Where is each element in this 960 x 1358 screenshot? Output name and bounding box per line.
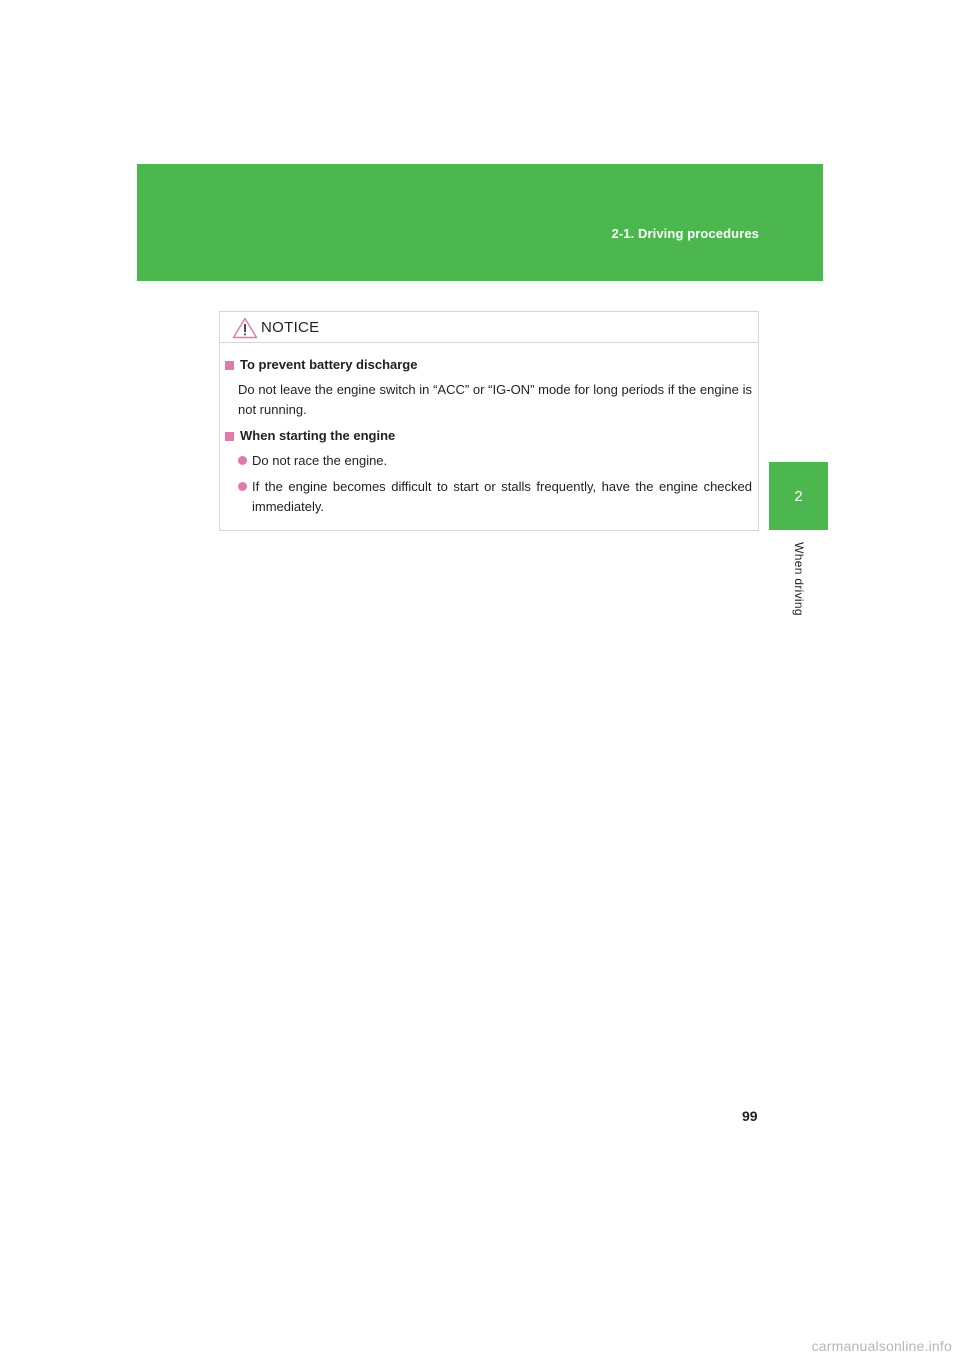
chapter-tab bbox=[769, 462, 828, 530]
section-heading-text: When starting the engine bbox=[240, 428, 396, 443]
chapter-number: 2 bbox=[794, 487, 803, 505]
square-bullet-icon bbox=[225, 432, 234, 441]
section-heading-text: To prevent battery discharge bbox=[240, 357, 418, 372]
list-item-text: If the engine becomes difficult to start or stalls frequently, have the engine checked immediately. bbox=[252, 479, 752, 514]
round-bullet-icon bbox=[238, 482, 247, 491]
section-title: 2-1. Driving procedures bbox=[611, 226, 759, 241]
section-heading bbox=[224, 426, 752, 446]
watermark-text: carmanualsonline.info bbox=[811, 1338, 952, 1354]
notice-title: NOTICE bbox=[261, 319, 320, 336]
page-number: 99 bbox=[742, 1108, 758, 1124]
section-heading bbox=[224, 355, 752, 375]
round-bullet-icon bbox=[238, 456, 247, 465]
notice-box bbox=[219, 311, 759, 531]
notice-body bbox=[220, 343, 758, 517]
square-bullet-icon bbox=[225, 361, 234, 370]
notice-header bbox=[220, 312, 758, 343]
list-item bbox=[238, 451, 752, 471]
section-paragraph: Do not leave the engine switch in “ACC” or “IG-ON” mode for long periods if the engine is not running. bbox=[238, 382, 752, 417]
chapter-side-label: When driving bbox=[792, 542, 806, 616]
list-item-text: Do not race the engine. bbox=[252, 453, 388, 468]
header-band bbox=[137, 164, 823, 281]
list-item bbox=[238, 477, 752, 517]
warning-triangle-icon bbox=[232, 317, 258, 339]
